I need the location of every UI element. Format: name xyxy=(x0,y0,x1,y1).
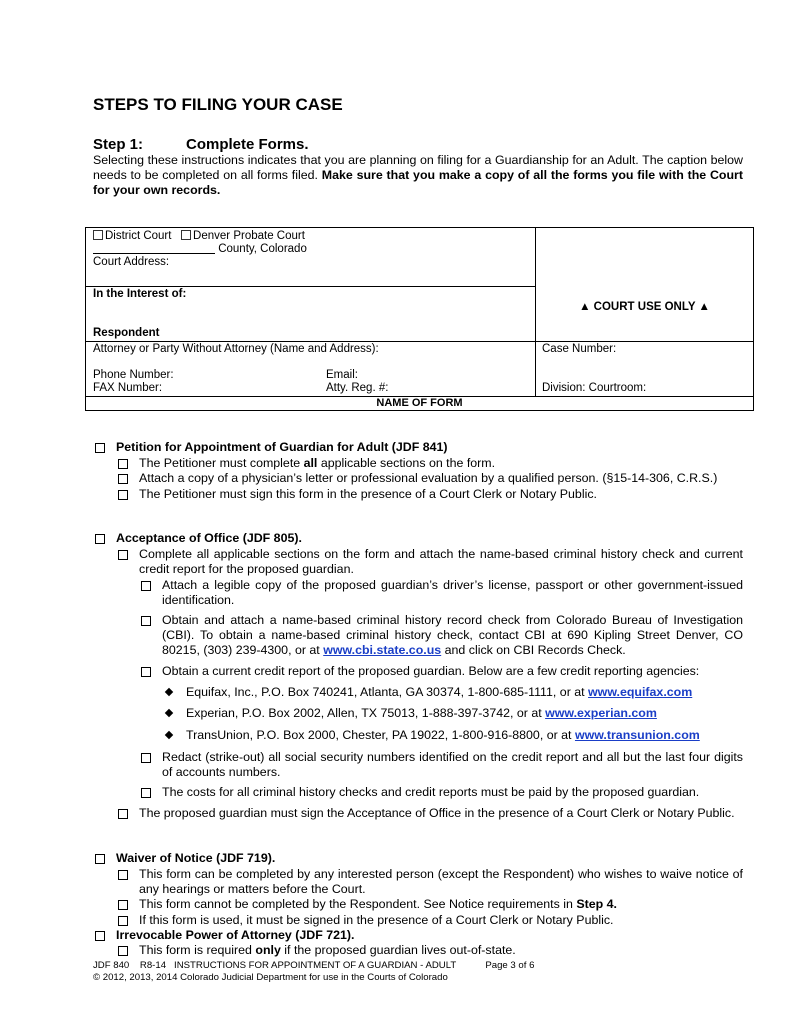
case-number-box xyxy=(536,342,753,396)
attorney-box xyxy=(86,342,535,396)
diamond-bullet-icon xyxy=(165,731,173,739)
item-text: The Petitioner must complete xyxy=(139,456,304,470)
checkbox-icon[interactable] xyxy=(141,581,151,591)
district-court-checkbox[interactable] xyxy=(93,230,103,240)
checkbox-icon[interactable] xyxy=(118,946,128,956)
case-number-label: Case Number: xyxy=(542,343,617,355)
checkbox-icon[interactable] xyxy=(141,753,151,763)
item-text: Equifax, Inc., P.O. Box 740241, Atlanta, GA 30374, 1-800-685-1111, or at xyxy=(186,685,589,699)
intro-bold-text: Make sure that you make a copy of all the forms you file with the Court for your own records. xyxy=(93,168,743,197)
diamond-bullet-icon xyxy=(165,688,173,696)
checkbox-icon[interactable] xyxy=(95,931,105,941)
waiver-heading-text: Waiver of Notice (JDF 719). xyxy=(116,851,276,865)
item-text: This form cannot be completed by the Respondent. See Notice requirements in xyxy=(139,897,577,911)
checkbox-icon[interactable] xyxy=(95,443,105,453)
county-blank-line xyxy=(93,243,215,254)
transunion-link[interactable]: www.transunion.com xyxy=(574,728,700,742)
footer-line-2: © 2012, 2013, 2014 Colorado Judicial Department for use in the Courts of Colorado xyxy=(93,972,448,983)
court-use-only-label: ▲ COURT USE ONLY ▲ xyxy=(579,301,710,313)
checkbox-icon[interactable] xyxy=(118,550,128,560)
item-text: The costs for all criminal history checks and credit reports must be paid by the proposed guardian. xyxy=(162,785,700,799)
item-text: Experian, P.O. Box 2002, Allen, TX 75013, 1-888-397-3742, or at xyxy=(186,706,546,720)
caption-table xyxy=(85,227,754,411)
item-text: TransUnion, P.O. Box 2000, Chester, PA 19022, 1-800-916-8800, or at xyxy=(186,728,575,742)
respondent-label: Respondent xyxy=(93,327,160,339)
denver-probate-label: Denver Probate Court xyxy=(193,230,305,242)
list-item xyxy=(93,613,743,659)
item-text: applicable sections on the form. xyxy=(317,456,496,470)
checkbox-icon[interactable] xyxy=(118,809,128,819)
email-label: Email: xyxy=(326,369,358,381)
name-of-form-row: NAME OF FORM xyxy=(86,396,753,410)
item-bold-text: only xyxy=(255,943,281,957)
step-title: Complete Forms. xyxy=(186,136,309,153)
caption-right-column xyxy=(536,228,753,396)
item-text: Obtain a current credit report of the proposed guardian. Below are a few credit reporting agencies: xyxy=(162,664,700,678)
item-text: This form is required xyxy=(139,943,256,957)
acceptance-heading-text: Acceptance of Office (JDF 805). xyxy=(116,531,302,545)
district-court-label: District Court xyxy=(105,230,172,242)
atty-reg-label: Atty. Reg. #: xyxy=(326,382,389,394)
attorney-label: Attorney or Party Without Attorney (Name and Address): xyxy=(93,343,379,355)
interest-box xyxy=(86,287,535,342)
list-item xyxy=(93,750,743,780)
item-text: The Petitioner must sign this form in the presence of a Court Clerk or Notary Public. xyxy=(139,487,597,501)
cbi-link[interactable]: www.cbi.state.co.us xyxy=(323,643,442,657)
item-text: if the proposed guardian lives out-of-state. xyxy=(280,943,516,957)
item-bold-text: all xyxy=(303,456,318,470)
checkbox-icon[interactable] xyxy=(95,534,105,544)
checkbox-icon[interactable] xyxy=(118,490,128,500)
interest-of-label: In the Interest of: xyxy=(93,288,187,300)
checkbox-icon[interactable] xyxy=(118,870,128,880)
list-item xyxy=(93,867,743,897)
step-number: Step 1: xyxy=(93,136,144,153)
experian-link[interactable]: www.experian.com xyxy=(545,706,657,720)
page-footer xyxy=(93,960,534,984)
step-1-intro xyxy=(93,153,743,198)
equifax-link[interactable]: www.equifax.com xyxy=(588,685,693,699)
diamond-bullet-icon xyxy=(165,709,173,717)
irrevocable-heading-text: Irrevocable Power of Attorney (JDF 721). xyxy=(116,928,355,942)
checkbox-icon[interactable] xyxy=(141,616,151,626)
checkbox-icon[interactable] xyxy=(118,900,128,910)
checkbox-icon[interactable] xyxy=(95,854,105,864)
item-text: Attach a copy of a physician’s letter or professional evaluation by a qualified person. (§15-14-306, C.R.S.) xyxy=(139,471,718,485)
checkbox-icon[interactable] xyxy=(118,474,128,484)
item-text: Attach a legible copy of the proposed guardian’s driver’s license, passport or other government-issued identification. xyxy=(162,578,743,607)
checkbox-icon[interactable] xyxy=(118,459,128,469)
checkbox-icon[interactable] xyxy=(118,916,128,926)
step-1-heading xyxy=(93,136,743,153)
item-text: Complete all applicable sections on the form and attach the name-based criminal history check and current credit report for the proposed guardian. xyxy=(139,547,743,576)
checkbox-icon[interactable] xyxy=(141,788,151,798)
item-text: Redact (strike-out) all social security numbers identified on the credit report and all but the last four digits of accounts numbers. xyxy=(162,750,743,779)
division-label: Division: Courtroom: xyxy=(542,382,647,394)
item-text: The proposed guardian must sign the Acceptance of Office in the presence of a Court Clerk or Notary Public. xyxy=(139,806,735,820)
checkbox-icon[interactable] xyxy=(141,667,151,677)
intro-text: Selecting these instructions indicates that you are planning on filing for a Guardianship for an Adult. The caption below needs to be completed on all forms filed. xyxy=(93,153,743,182)
court-box xyxy=(86,228,535,287)
footer-line-1: JDF 840 R8-14 INSTRUCTIONS FOR APPOINTMENT OF A GUARDIAN - ADULT Page 3 of 6 xyxy=(93,960,535,971)
caption-left-column xyxy=(86,228,536,396)
denver-probate-checkbox[interactable] xyxy=(181,230,191,240)
item-text: Obtain and attach a name-based criminal history record check from Colorado Bureau of Investigation (CBI). To obtain a name-based criminal history check, contact CBI at 690 Kipling Street Denver, CO 80215, (303) 239-4300, or at xyxy=(162,613,743,657)
item-text: If this form is used, it must be signed in the presence of a Court Clerk or Notary Public. xyxy=(139,913,614,927)
phone-label: Phone Number: xyxy=(93,369,174,381)
list-item xyxy=(93,578,743,608)
page-title: STEPS TO FILING YOUR CASE xyxy=(93,95,343,114)
court-use-box xyxy=(536,228,753,342)
petition-heading-text: Petition for Appointment of Guardian for Adult (JDF 841) xyxy=(116,440,448,454)
item-text: and click on CBI Records Check. xyxy=(441,643,626,657)
item-bold-text: Step 4. xyxy=(576,897,617,911)
county-label: County, Colorado xyxy=(218,243,307,255)
list-item xyxy=(93,806,743,836)
list-item xyxy=(93,547,743,577)
court-address-label: Court Address: xyxy=(93,256,170,268)
fax-label: FAX Number: xyxy=(93,382,163,394)
item-text: This form can be completed by any interested person (except the Respondent) who wishes to waive notice of any hearings or matters before the Court. xyxy=(139,867,743,896)
